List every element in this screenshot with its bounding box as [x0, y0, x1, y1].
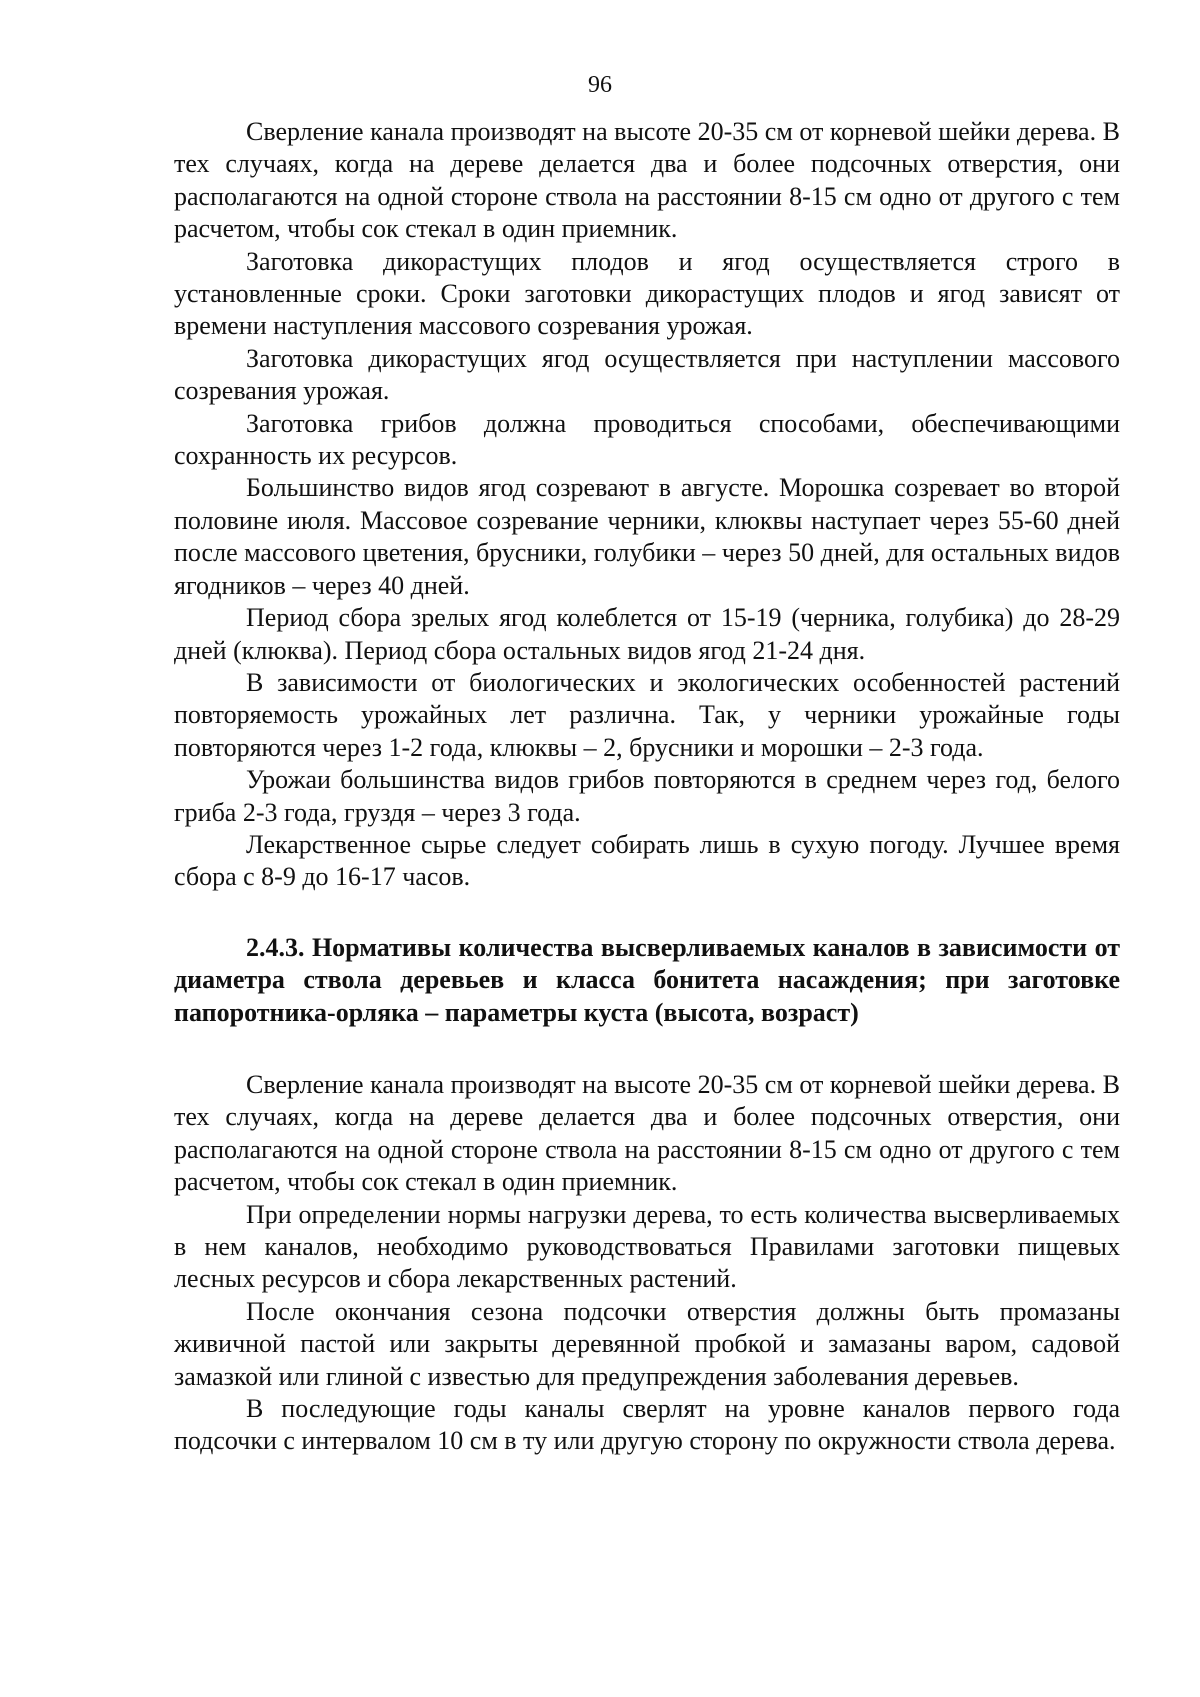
paragraph-medicinal-collection: Лекарственное сырье следует собирать лишь в сухую погоду. Лучшее время сбора с 8-9 до 16-17 часов. [174, 829, 1120, 892]
paragraph-tree-load-norm: При определении нормы нагрузки дерева, то есть количества высверливаемых в нем каналов, необходимо руководствоваться Правилами заготовки пищевых лесных ресурсов и сбора лекарственных растений. [174, 1199, 1120, 1294]
paragraph-wild-berry-harvest: Заготовка дикорастущих ягод осуществляется при наступлении массового созревания урожая. [174, 343, 1120, 406]
section-heading: 2.4.3. Нормативы количества высверливаемых каналов в зависимости от диаметра ствола деревьев и класса бонитета насаждения; при заготовке папоротника-орляка – параметры куста (высота, возраст) [174, 932, 1120, 1027]
paragraph-drilling-height-repeat: Сверление канала производят на высоте 20-35 см от корневой шейки дерева. В тех случаях, когда на дереве делается два и более подсочных отверстия, они располагаются на одной стороне ствола на расстоянии 8-15 см одно от другого с тем расчетом, чтобы сок стекал в один приемник. [174, 1069, 1120, 1197]
paragraph-picking-period: Период сбора зрелых ягод колеблется от 15-19 (черника, голубика) до 28-29 дней (клюква). Период сбора остальных видов ягод 21-24 дня. [174, 603, 1120, 665]
document-body [174, 116, 1120, 1458]
paragraph-yield-frequency: В зависимости от биологических и экологических особенностей растений повторяемость урожайных лет различна. Так, у черники урожайные годы повторяются через 1-2 года, клюквы – 2, брусники и морошки – 2-3 года. [174, 667, 1120, 762]
paragraph-end-of-season: После окончания сезона подсочки отверстия должны быть промазаны живичной пастой или закрыты деревянной пробкой и замазаны варом, садовой замазкой или глиной с известью для предупреждения заболевания деревьев. [174, 1296, 1120, 1391]
paragraph-mushroom-yields: Урожаи большинства видов грибов повторяются в среднем через год, белого гриба 2-3 года, груздя – через 3 года. [174, 765, 1120, 827]
paragraph-mushroom-harvest: Заготовка грибов должна проводиться способами, обеспечивающими сохранность их ресурсов. [174, 408, 1120, 471]
paragraph-following-years: В последующие годы каналы сверлят на уровне каналов первого года подсочки с интервалом 10 см в ту или другую сторону по окружности ствола дерева. [174, 1394, 1120, 1456]
paragraph-drilling-height: Сверление канала производят на высоте 20-35 см от корневой шейки дерева. В тех случаях, когда на дереве делается два и более подсочных отверстия, они располагаются на одной стороне ствола на расстоянии 8-15 см одно от другого с тем расчетом, чтобы сок стекал в один приемник. [174, 117, 1120, 244]
paragraph-berry-ripening: Большинство видов ягод созревают в августе. Морошка созревает во второй половине июля. Массовое созревание черники, клюквы наступает через 55-60 дней после массового цветения, брусники, голубики – через 50 дней, для остальных видов ягодников – через 40 дней. [174, 473, 1120, 600]
paragraph-wild-fruit-harvest: Заготовка дикорастущих плодов и ягод осуществляется строго в установленные сроки. Сроки заготовки дикорастущих плодов и ягод зависят от времени наступления массового созревания урожая. [174, 246, 1120, 341]
page-number: 96 [588, 72, 612, 98]
